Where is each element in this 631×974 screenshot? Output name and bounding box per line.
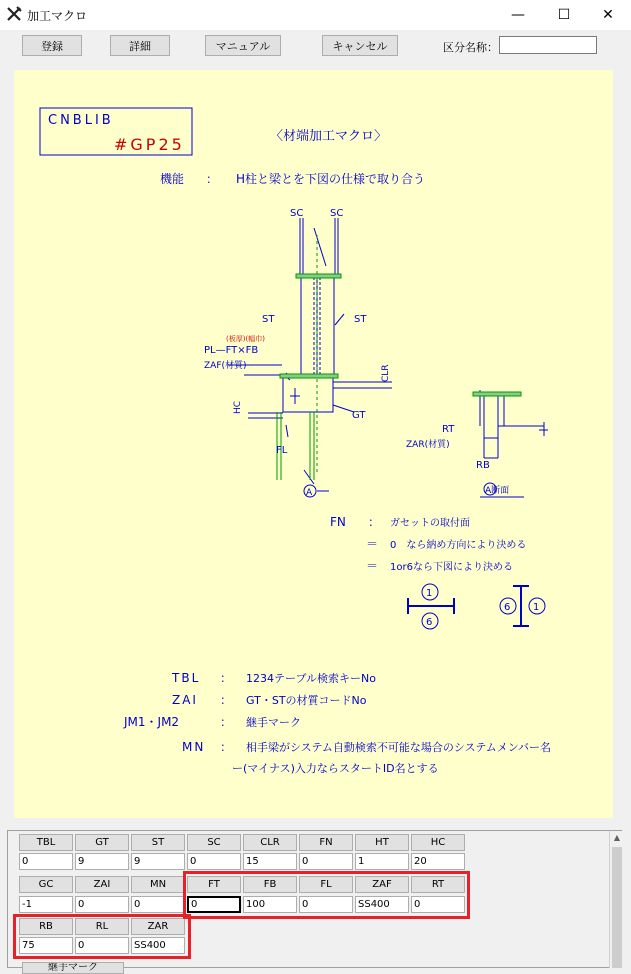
jm-text: 継手マーク — [246, 716, 301, 729]
param-label-fn: FN — [299, 834, 353, 851]
close-button[interactable]: ✕ — [602, 7, 614, 23]
param-input-tbl[interactable]: 0 — [19, 853, 73, 870]
label-a: A — [306, 488, 313, 498]
label-rb: RB — [476, 460, 490, 471]
detail-button[interactable]: 詳細 — [110, 35, 170, 56]
scroll-up-icon[interactable]: ▲ — [613, 833, 621, 842]
function-label: 機能 — [160, 172, 185, 186]
param-label-zai: ZAI — [75, 876, 129, 893]
param-label-zar: ZAR — [131, 918, 185, 935]
fn-label: FN — [330, 515, 346, 529]
fn-text-3: 1or6なら下図により決める — [390, 562, 513, 573]
function-text: H柱と梁とを下図の仕様で取り合う — [236, 172, 426, 186]
fn-symbol-1-top: 1 — [426, 588, 433, 599]
param-input-fl[interactable]: 0 — [299, 896, 353, 913]
param-label-hc: HC — [411, 834, 465, 851]
label-st-left: ST — [262, 314, 275, 325]
zai-label: ZAI — [172, 693, 198, 707]
param-label-gt: GT — [75, 834, 129, 851]
param-label-rb: RB — [19, 918, 73, 935]
fn-colon: ： — [368, 515, 381, 529]
param-input-st[interactable]: 9 — [131, 853, 185, 870]
fn-symbol-6-left: 6 — [504, 602, 511, 613]
vertical-scrollbar[interactable] — [609, 831, 624, 968]
fn-symbol-6-bottom: 6 — [426, 617, 433, 628]
param-input-gc[interactable]: -1 — [19, 896, 73, 913]
joint-mark-button[interactable]: 継手マーク — [22, 962, 124, 974]
title-bar — [0, 0, 631, 30]
tbl-colon: ： — [220, 671, 233, 685]
highlight-box-fb-group — [183, 871, 470, 919]
label-sc-right: SC — [330, 208, 344, 219]
param-label-gc: GC — [19, 876, 73, 893]
macro-code: #GP25 — [114, 135, 185, 154]
tbl-label: TBL — [172, 671, 201, 685]
jm-colon: ： — [220, 715, 233, 729]
param-label-tbl: TBL — [19, 834, 73, 851]
app-icon — [6, 6, 22, 22]
label-fl: FL — [276, 445, 288, 456]
mn-label: MN — [182, 740, 206, 754]
label-gt: GT — [352, 410, 366, 421]
param-input-zaf[interactable]: SS400 — [355, 896, 409, 913]
mn-text-2: ー(マイナス)入力ならスタートID名とする — [232, 762, 439, 775]
label-pl: PL—FT×FB — [204, 345, 259, 356]
tbl-text: 1234テーブル検索キーNo — [246, 672, 376, 685]
cnblib-label: CNBLIB — [48, 113, 114, 128]
maximize-button[interactable]: ☐ — [557, 7, 571, 23]
param-label-fl: FL — [299, 876, 353, 893]
register-button[interactable]: 登録 — [22, 35, 82, 56]
param-input-mn[interactable]: 0 — [131, 896, 185, 913]
param-input-rl[interactable]: 0 — [75, 937, 129, 954]
label-a-section: A断面 — [485, 486, 510, 496]
minimize-button[interactable]: — — [511, 7, 525, 23]
param-input-zar[interactable]: SS400 — [131, 937, 185, 954]
cancel-button[interactable]: キャンセル — [322, 35, 398, 56]
label-rt: RT — [442, 424, 455, 435]
param-label-ft: FT — [187, 876, 241, 893]
label-zaf: ZAF(材質) — [204, 361, 247, 371]
param-label-st: ST — [131, 834, 185, 851]
param-label-sc: SC — [187, 834, 241, 851]
fn-eq-1: ＝ — [366, 537, 379, 551]
fn-symbol-1-right: 1 — [533, 602, 540, 613]
segment-name-label: 区分名称： — [443, 41, 498, 54]
macro-diagram-svg — [14, 70, 613, 818]
window-title: 加工マクロ — [27, 9, 88, 23]
mn-colon: ： — [220, 740, 233, 754]
macro-heading: 〈材端加工マクロ〉 — [270, 129, 388, 144]
fn-text-1: ガセットの取付面 — [390, 518, 470, 529]
fn-text-2: 0 なら納め方向により決める — [390, 540, 527, 551]
zai-text: GT・STの材質コードNo — [246, 694, 367, 707]
param-input-clr[interactable]: 15 — [243, 853, 297, 870]
zai-colon: ： — [220, 693, 233, 707]
param-label-clr: CLR — [243, 834, 297, 851]
section-detail — [480, 390, 548, 458]
param-label-fb: FB — [243, 876, 297, 893]
label-zar: ZAR(材質) — [406, 440, 450, 450]
segment-name-input[interactable] — [499, 36, 597, 54]
param-label-mn: MN — [131, 876, 185, 893]
jm-label: JM1・JM2 — [124, 715, 180, 729]
param-input-fn[interactable]: 0 — [299, 853, 353, 870]
toolbar — [0, 30, 631, 62]
manual-button[interactable]: マニュアル — [205, 35, 281, 56]
scroll-thumb[interactable] — [612, 847, 622, 968]
param-input-sc[interactable]: 0 — [187, 853, 241, 870]
param-input-fb[interactable]: 100 — [243, 896, 297, 913]
label-sc-left: SC — [290, 208, 304, 219]
param-input-rb[interactable]: 75 — [19, 937, 73, 954]
param-input-ht[interactable]: 1 — [355, 853, 409, 870]
param-label-zaf: ZAF — [355, 876, 409, 893]
macro-diagram — [14, 70, 613, 818]
param-label-ht: HT — [355, 834, 409, 851]
param-input-zai[interactable]: 0 — [75, 896, 129, 913]
highlight-box-rb-group — [13, 914, 191, 959]
label-st-right: ST — [354, 314, 367, 325]
mn-text-1: 相手梁がシステム自動検索不可能な場合のシステムメンバー名 — [246, 741, 552, 754]
param-input-gt[interactable]: 9 — [75, 853, 129, 870]
fn-eq-2: ＝ — [366, 559, 379, 573]
label-hc: HC — [233, 400, 243, 414]
label-thickness: (板厚)(幅巾) — [226, 335, 265, 343]
param-input-ft[interactable]: 0 — [187, 896, 241, 913]
function-colon: ： — [206, 172, 219, 186]
param-label-rl: RL — [75, 918, 129, 935]
param-input-rt[interactable]: 0 — [411, 896, 465, 913]
param-label-rt: RT — [411, 876, 465, 893]
param-input-hc[interactable]: 20 — [411, 853, 465, 870]
label-clr: CLR — [381, 364, 391, 382]
